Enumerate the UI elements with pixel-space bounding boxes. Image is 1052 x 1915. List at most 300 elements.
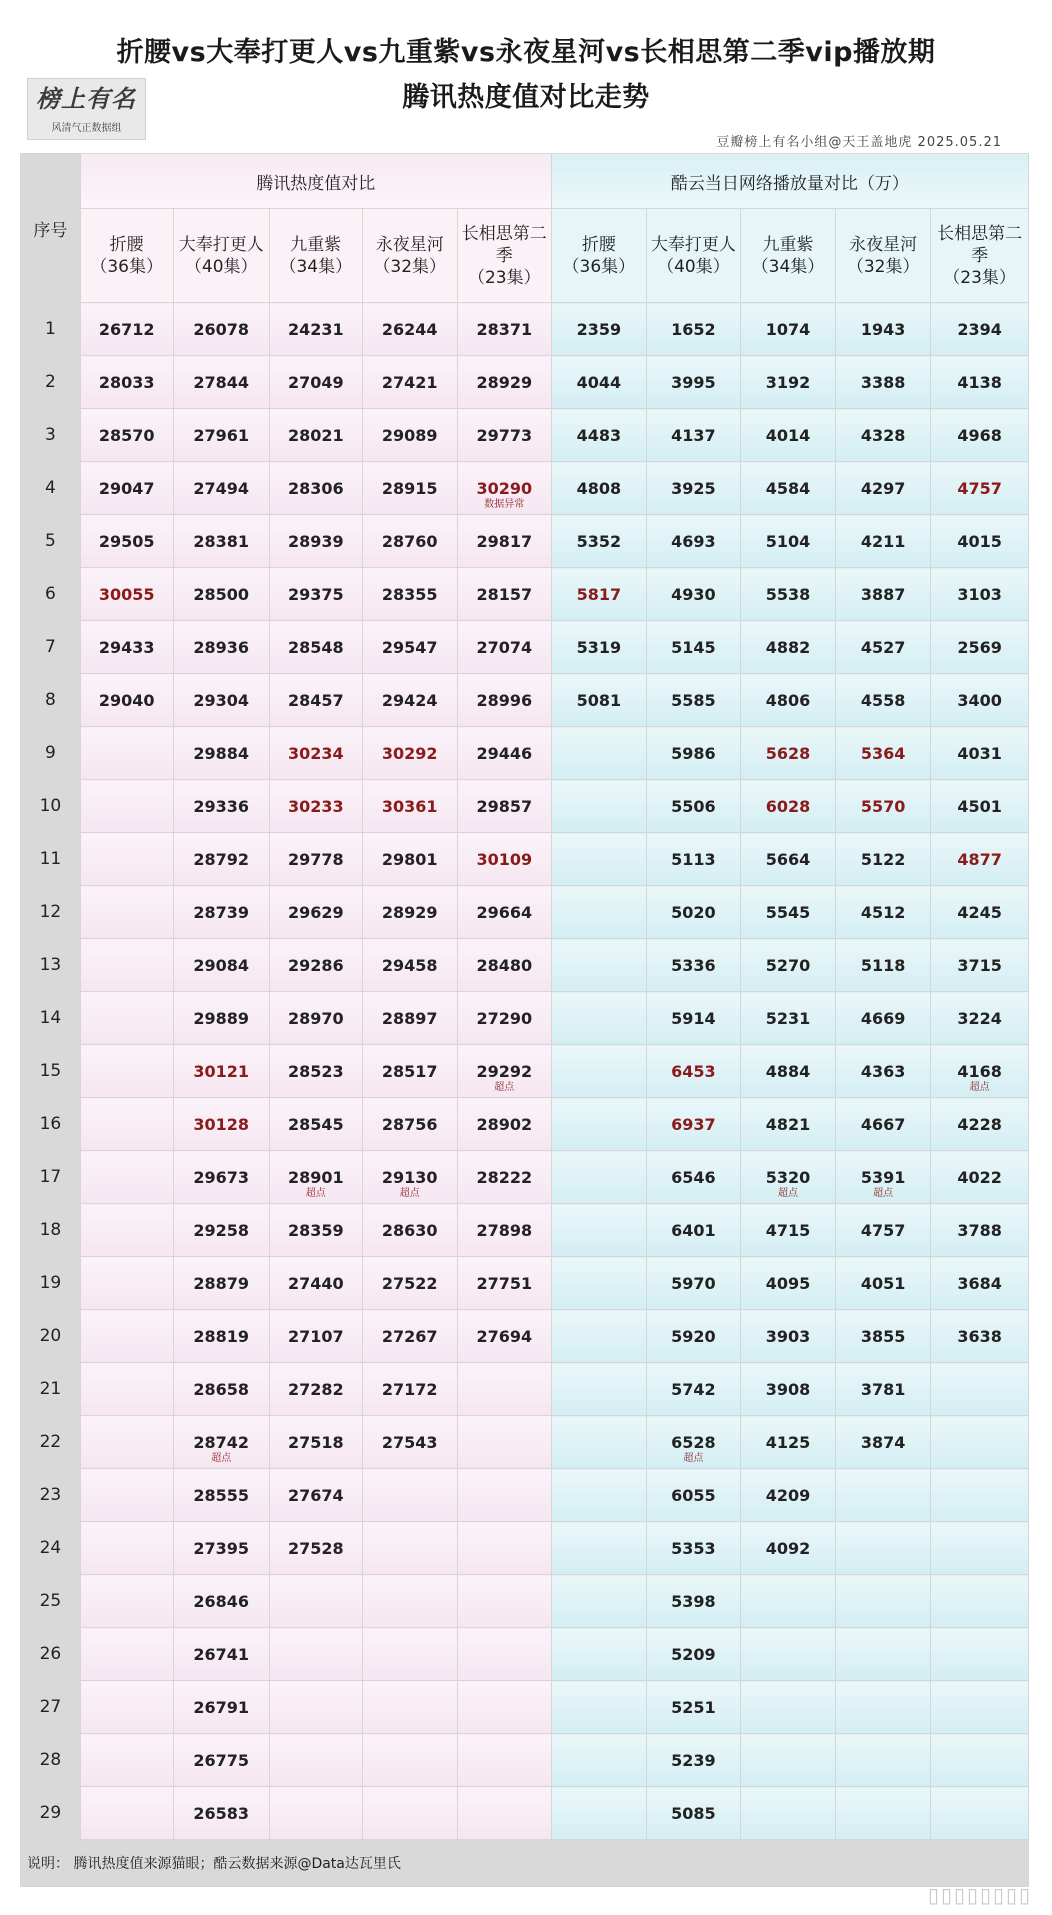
tencent-heat-cell: [80, 833, 173, 886]
tencent-heat-cell: [173, 1787, 269, 1840]
tencent-heat-cell: [457, 1098, 551, 1151]
row-index: 21: [21, 1363, 81, 1416]
cell-value: 4125: [765, 1432, 811, 1452]
tencent-heat-cell: [457, 1151, 551, 1204]
cell-annotation: 超点: [211, 1453, 232, 1464]
row-index: 9: [21, 727, 81, 780]
kuyun-views-cell: [740, 992, 835, 1045]
cell-value: 28033: [98, 372, 155, 392]
kuyun-views-cell: [740, 1628, 835, 1681]
cell-value: 5239: [671, 1750, 716, 1770]
tencent-heat-cell: [269, 568, 362, 621]
cell-value: 26244: [381, 319, 438, 339]
cell-value: 28570: [98, 425, 155, 445]
cell-value: 3638: [957, 1326, 1002, 1346]
cell-value: 4584: [765, 478, 811, 498]
cell-value: 4297: [860, 478, 906, 498]
cell-value: 30234: [287, 743, 344, 763]
cell-value: 27694: [476, 1326, 533, 1346]
tencent-heat-cell: [173, 356, 269, 409]
cell-value: 28306: [287, 478, 344, 498]
cell-value: 28915: [381, 478, 438, 498]
table-row: [21, 1151, 1029, 1204]
kuyun-views-cell: [551, 1151, 646, 1204]
show-episodes: （34集）: [751, 256, 825, 277]
cell-value: 4051: [860, 1273, 906, 1293]
cell-value: 4757: [860, 1220, 906, 1240]
kuyun-views-cell: [646, 409, 740, 462]
row-index: 3: [21, 409, 81, 462]
kuyun-views-cell: [551, 780, 646, 833]
cell-value: 4808: [576, 478, 622, 498]
tencent-heat-cell: [362, 621, 457, 674]
cell-value: 30055: [98, 584, 155, 604]
cell-value: 5231: [765, 1008, 811, 1028]
tencent-heat-cell: [80, 727, 173, 780]
row-index: 1: [21, 303, 81, 356]
cell-value: 28021: [287, 425, 344, 445]
show-episodes: （32集）: [846, 256, 920, 277]
kuyun-views-cell: [646, 1469, 740, 1522]
tencent-heat-cell: [173, 621, 269, 674]
cell-value: 4757: [957, 478, 1002, 498]
kuyun-views-cell: [740, 409, 835, 462]
cell-value: 28760: [381, 531, 438, 551]
tencent-heat-cell: [269, 1151, 362, 1204]
tencent-heat-cell: [457, 1363, 551, 1416]
cell-value: 29778: [287, 849, 344, 869]
cell-value: 28222: [476, 1167, 533, 1187]
cell-value: 4031: [957, 743, 1002, 763]
cell-value: 1074: [765, 319, 811, 339]
tencent-heat-cell: [80, 780, 173, 833]
cell-value: 29286: [287, 955, 344, 975]
kuyun-views-cell: [551, 303, 646, 356]
kuyun-views-cell: [551, 1416, 646, 1469]
cell-value: 29047: [98, 478, 155, 498]
footer-note: 说明： 腾讯热度值来源猫眼；酷云数据来源@Data达瓦里氏: [21, 1840, 1029, 1887]
kuyun-views-cell: [646, 621, 740, 674]
cell-value: 5742: [671, 1379, 716, 1399]
cell-value: 4168: [957, 1061, 1002, 1081]
cell-value: 27282: [287, 1379, 344, 1399]
cell-annotation: 超点: [873, 1188, 894, 1199]
cell-value: 26712: [98, 319, 155, 339]
kuyun-views-cell: [740, 621, 835, 674]
tencent-heat-cell: [457, 1575, 551, 1628]
cell-value: 4930: [671, 584, 716, 604]
cell-value: 28996: [476, 690, 533, 710]
kuyun-views-cell: [646, 303, 740, 356]
tencent-heat-cell: [362, 992, 457, 1045]
row-index: 28: [21, 1734, 81, 1787]
tencent-heat-cell: [80, 1787, 173, 1840]
row-index: 4: [21, 462, 81, 515]
kuyun-views-cell: [836, 1098, 931, 1151]
row-index: 11: [21, 833, 81, 886]
tencent-heat-cell: [457, 833, 551, 886]
tencent-heat-cell: [80, 515, 173, 568]
kuyun-views-cell: [740, 1787, 835, 1840]
tencent-heat-cell: [457, 1416, 551, 1469]
kuyun-views-cell: [551, 886, 646, 939]
tencent-heat-cell: [269, 1098, 362, 1151]
row-index: 29: [21, 1787, 81, 1840]
kuyun-views-cell: [551, 1628, 646, 1681]
tencent-heat-cell: [362, 303, 457, 356]
tencent-heat-cell: [173, 1045, 269, 1098]
kuyun-views-cell: [740, 674, 835, 727]
cell-value: 3224: [957, 1008, 1002, 1028]
tencent-heat-cell: [457, 939, 551, 992]
kuyun-views-cell: [931, 515, 1029, 568]
kuyun-views-cell: [551, 939, 646, 992]
tencent-heat-cell: [173, 727, 269, 780]
cell-value: 28371: [476, 319, 533, 339]
tencent-heat-cell: [173, 1416, 269, 1469]
tencent-heat-cell: [269, 939, 362, 992]
cell-value: 5145: [671, 637, 716, 657]
cell-value: 28742: [193, 1432, 250, 1452]
row-index: 24: [21, 1522, 81, 1575]
tencent-heat-cell: [80, 1151, 173, 1204]
kuyun-views-cell: [931, 568, 1029, 621]
kuyun-views-cell: [646, 1681, 740, 1734]
cell-value: 5986: [671, 743, 716, 763]
cell-value: 5251: [671, 1697, 716, 1717]
cell-value: 27074: [476, 637, 533, 657]
kuyun-views-cell: [646, 1522, 740, 1575]
kuyun-views-cell: [931, 1098, 1029, 1151]
tencent-heat-cell: [173, 1310, 269, 1363]
tencent-heat-cell: [80, 1098, 173, 1151]
tencent-heat-cell: [80, 1204, 173, 1257]
tencent-heat-cell: [457, 1045, 551, 1098]
table-row: [21, 356, 1029, 409]
kuyun-views-cell: [551, 462, 646, 515]
tencent-heat-cell: [269, 1416, 362, 1469]
cell-value: 6528: [671, 1432, 716, 1452]
row-index: 26: [21, 1628, 81, 1681]
tencent-heat-cell: [362, 356, 457, 409]
tencent-heat-cell: [457, 992, 551, 1045]
tencent-heat-cell: [457, 727, 551, 780]
kuyun-views-cell: [931, 1575, 1029, 1628]
cell-value: 5920: [671, 1326, 716, 1346]
tencent-heat-cell: [173, 1257, 269, 1310]
tencent-heat-cell: [269, 621, 362, 674]
kuyun-views-cell: [836, 1204, 931, 1257]
cell-value: 1943: [860, 319, 906, 339]
row-index: 23: [21, 1469, 81, 1522]
cell-value: 4501: [957, 796, 1002, 816]
logo-subtitle: 风清气正数据组: [51, 123, 122, 134]
kuyun-views-cell: [551, 1310, 646, 1363]
cell-value: 28756: [381, 1114, 438, 1134]
kuyun-views-cell: [646, 780, 740, 833]
cell-value: 3400: [957, 690, 1002, 710]
kuyun-views-cell: [836, 1416, 931, 1469]
kuyun-views-cell: [931, 727, 1029, 780]
cell-value: 4558: [860, 690, 906, 710]
watermark: ▯▯▯▯▯▯▯▯: [927, 1883, 1032, 1907]
cell-value: 3388: [860, 372, 906, 392]
kuyun-views-cell: [551, 833, 646, 886]
kuyun-views-cell: [836, 1628, 931, 1681]
tencent-heat-cell: [80, 1734, 173, 1787]
tencent-heat-cell: [80, 1575, 173, 1628]
cell-value: 4877: [957, 849, 1002, 869]
tencent-heat-cell: [269, 992, 362, 1045]
tencent-heat-cell: [362, 886, 457, 939]
tencent-heat-cell: [269, 1204, 362, 1257]
cell-value: 5113: [671, 849, 716, 869]
tencent-heat-cell: [362, 1363, 457, 1416]
tencent-heat-cell: [457, 621, 551, 674]
table-row: [21, 674, 1029, 727]
tencent-col-header: [457, 209, 551, 303]
cell-value: 3788: [957, 1220, 1002, 1240]
cell-value: 29458: [381, 955, 438, 975]
kuyun-views-cell: [646, 462, 740, 515]
tencent-heat-cell: [362, 1628, 457, 1681]
row-index: 27: [21, 1681, 81, 1734]
tencent-heat-cell: [269, 303, 362, 356]
cell-value: 3903: [765, 1326, 811, 1346]
kuyun-views-cell: [646, 568, 740, 621]
kuyun-col-header: [646, 209, 740, 303]
cell-value: 5391: [860, 1167, 906, 1187]
kuyun-views-cell: [646, 1310, 740, 1363]
cell-value: 29547: [381, 637, 438, 657]
tencent-heat-cell: [362, 1575, 457, 1628]
cell-value: 27421: [381, 372, 438, 392]
cell-value: 4044: [576, 372, 622, 392]
cell-value: 5122: [860, 849, 906, 869]
cell-value: 29673: [193, 1167, 250, 1187]
cell-value: 27961: [193, 425, 250, 445]
kuyun-views-cell: [740, 303, 835, 356]
tencent-heat-cell: [269, 409, 362, 462]
kuyun-views-cell: [646, 1416, 740, 1469]
cell-value: 28792: [193, 849, 250, 869]
cell-value: 5538: [765, 584, 811, 604]
tencent-heat-cell: [362, 1734, 457, 1787]
tencent-heat-cell: [362, 1045, 457, 1098]
cell-value: 29130: [381, 1167, 438, 1187]
show-episodes: （40集）: [184, 256, 258, 277]
table-row: [21, 409, 1029, 462]
table-row: [21, 833, 1029, 886]
tencent-heat-cell: [173, 939, 269, 992]
tencent-heat-cell: [457, 409, 551, 462]
tencent-heat-cell: [173, 992, 269, 1045]
cell-value: 27522: [381, 1273, 438, 1293]
kuyun-views-cell: [740, 1416, 835, 1469]
cell-value: 5118: [860, 955, 906, 975]
cell-value: 27528: [287, 1538, 344, 1558]
tencent-heat-cell: [80, 939, 173, 992]
cell-value: 4211: [860, 531, 906, 551]
kuyun-views-cell: [740, 1734, 835, 1787]
cell-value: 3925: [671, 478, 716, 498]
tencent-heat-cell: [173, 1151, 269, 1204]
kuyun-views-cell: [646, 1363, 740, 1416]
cell-value: 5664: [765, 849, 811, 869]
tencent-heat-cell: [173, 1098, 269, 1151]
cell-value: 5336: [671, 955, 716, 975]
cell-value: 4693: [671, 531, 716, 551]
tencent-heat-cell: [80, 1257, 173, 1310]
cell-value: 6546: [671, 1167, 716, 1187]
row-index: 6: [21, 568, 81, 621]
cell-value: 6055: [671, 1485, 716, 1505]
table-row: [21, 1628, 1029, 1681]
tencent-heat-cell: [362, 1416, 457, 1469]
kuyun-views-cell: [646, 833, 740, 886]
show-name: 折腰: [581, 234, 616, 255]
cell-value: 2359: [576, 319, 622, 339]
cell-value: 5270: [765, 955, 811, 975]
cell-value: 27267: [381, 1326, 438, 1346]
tencent-heat-cell: [362, 1098, 457, 1151]
table-row: [21, 1098, 1029, 1151]
kuyun-views-cell: [931, 1045, 1029, 1098]
cell-value: 28929: [381, 902, 438, 922]
cell-value: 28500: [193, 584, 250, 604]
cell-value: 5506: [671, 796, 716, 816]
kuyun-views-cell: [740, 1522, 835, 1575]
tencent-heat-cell: [457, 1310, 551, 1363]
kuyun-views-cell: [740, 1575, 835, 1628]
tencent-heat-cell: [80, 568, 173, 621]
kuyun-col-header: [931, 209, 1029, 303]
tencent-heat-cell: [362, 409, 457, 462]
kuyun-views-cell: [551, 1575, 646, 1628]
tencent-heat-cell: [457, 568, 551, 621]
kuyun-views-cell: [646, 992, 740, 1045]
show-episodes: （23集）: [467, 267, 541, 288]
cell-value: 4245: [957, 902, 1002, 922]
kuyun-views-cell: [836, 674, 931, 727]
tencent-heat-cell: [173, 1575, 269, 1628]
table-row: [21, 939, 1029, 992]
cell-value: 5628: [765, 743, 811, 763]
tencent-heat-cell: [269, 1575, 362, 1628]
tencent-heat-cell: [362, 1204, 457, 1257]
show-name: 长相思第二季: [461, 223, 547, 266]
tencent-heat-cell: [80, 1363, 173, 1416]
row-index: 5: [21, 515, 81, 568]
tencent-heat-cell: [80, 1628, 173, 1681]
row-index: 8: [21, 674, 81, 727]
cell-value: 4821: [765, 1114, 811, 1134]
row-index: 19: [21, 1257, 81, 1310]
cell-annotation: 超点: [399, 1188, 420, 1199]
kuyun-views-cell: [551, 674, 646, 727]
cell-value: 28929: [476, 372, 533, 392]
cell-value: 2394: [957, 319, 1002, 339]
tencent-heat-cell: [173, 886, 269, 939]
tencent-heat-cell: [362, 568, 457, 621]
tencent-heat-cell: [269, 515, 362, 568]
cell-value: 29801: [381, 849, 438, 869]
tencent-heat-cell: [80, 303, 173, 356]
cell-value: 28739: [193, 902, 250, 922]
tencent-heat-cell: [362, 939, 457, 992]
kuyun-views-cell: [740, 1257, 835, 1310]
tencent-heat-cell: [173, 674, 269, 727]
cell-annotation: 超点: [494, 1082, 515, 1093]
kuyun-views-cell: [551, 1257, 646, 1310]
cell-annotation: 超点: [777, 1188, 798, 1199]
cell-value: 29664: [476, 902, 533, 922]
cell-annotation: 超点: [969, 1082, 990, 1093]
kuyun-views-cell: [931, 939, 1029, 992]
kuyun-views-cell: [646, 674, 740, 727]
tencent-heat-cell: [362, 1310, 457, 1363]
tencent-heat-cell: [362, 515, 457, 568]
cell-value: 29304: [193, 690, 250, 710]
kuyun-views-cell: [646, 1628, 740, 1681]
cell-value: 27518: [287, 1432, 344, 1452]
kuyun-views-cell: [836, 1363, 931, 1416]
tencent-heat-cell: [269, 674, 362, 727]
tencent-heat-cell: [173, 833, 269, 886]
cell-value: 26741: [193, 1644, 250, 1664]
cell-value: 4022: [957, 1167, 1002, 1187]
kuyun-views-cell: [836, 303, 931, 356]
tencent-heat-cell: [457, 674, 551, 727]
cell-value: 5353: [671, 1538, 716, 1558]
cell-value: 28630: [381, 1220, 438, 1240]
comparison-table: [20, 153, 1029, 1887]
kuyun-views-cell: [551, 515, 646, 568]
show-name: 大奉打更人: [650, 234, 736, 255]
kuyun-views-cell: [740, 780, 835, 833]
table-row: [21, 992, 1029, 1045]
row-index: 17: [21, 1151, 81, 1204]
tencent-heat-cell: [173, 1469, 269, 1522]
kuyun-views-cell: [551, 1045, 646, 1098]
tencent-heat-cell: [80, 992, 173, 1045]
cell-value: 26775: [193, 1750, 250, 1770]
tencent-heat-cell: [457, 303, 551, 356]
tencent-heat-cell: [80, 621, 173, 674]
cell-value: 3855: [860, 1326, 906, 1346]
tencent-heat-cell: [457, 1469, 551, 1522]
table-row: [21, 1310, 1029, 1363]
cell-value: 27049: [287, 372, 344, 392]
kuyun-views-cell: [740, 939, 835, 992]
cell-value: 5817: [576, 584, 622, 604]
kuyun-views-cell: [740, 1469, 835, 1522]
cell-value: 3908: [765, 1379, 811, 1399]
cell-value: 27172: [381, 1379, 438, 1399]
kuyun-views-cell: [740, 886, 835, 939]
cell-value: 30361: [381, 796, 438, 816]
cell-value: 5319: [576, 637, 622, 657]
tencent-heat-cell: [80, 1681, 173, 1734]
kuyun-views-cell: [740, 833, 835, 886]
kuyun-views-cell: [551, 1522, 646, 1575]
tencent-col-header: [173, 209, 269, 303]
table-row: [21, 621, 1029, 674]
cell-value: 28545: [287, 1114, 344, 1134]
tencent-heat-cell: [173, 303, 269, 356]
tencent-heat-cell: [173, 462, 269, 515]
cell-value: 5085: [671, 1803, 716, 1823]
